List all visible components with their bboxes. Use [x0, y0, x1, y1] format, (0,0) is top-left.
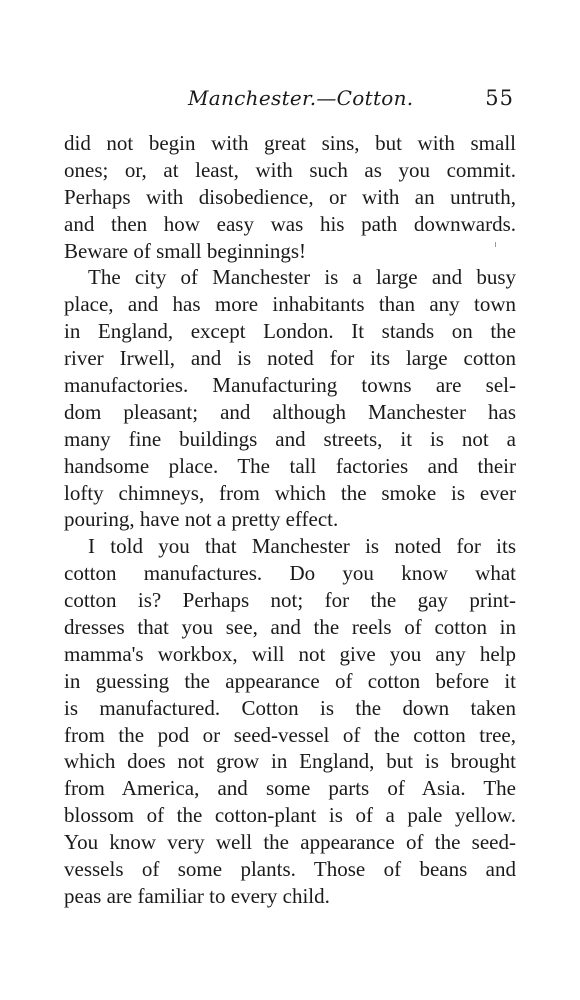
text-line: Beware of small beginnings!	[64, 238, 307, 263]
text-line: dom pleasant; and although Manchester has	[64, 399, 516, 424]
text-line: cotton is? Perhaps not; for the gay print-	[64, 588, 516, 613]
text-line: in England, except London. It stands on the	[64, 319, 516, 344]
text-line: in guessing the appearance of cotton before it	[64, 668, 516, 693]
text-line: You know very well the appearance of the seed-	[64, 830, 516, 855]
text-line: peas are familiar to every child.	[64, 883, 330, 908]
text-line: from the pod or seed-vessel of the cotton tree,	[64, 722, 516, 747]
text-line: lofty chimneys, from which the smoke is ever	[64, 480, 516, 505]
text-line: Perhaps with disobedience, or with an untruth,	[64, 184, 516, 209]
text-line: manufactories. Manufacturing towns are sel-	[64, 373, 516, 398]
text-line: The city of Manchester is a large and busy	[88, 265, 516, 290]
text-line: place, and has more inhabitants than any town	[64, 292, 516, 317]
running-head	[60, 84, 520, 120]
text-line: many fine buildings and streets, it is not a	[64, 426, 516, 451]
text-line: I told you that Manchester is noted for its	[88, 534, 516, 559]
text-line: blossom of the cotton-plant is of a pale yellow.	[64, 803, 516, 828]
text-line: which does not grow in England, but is brought	[64, 749, 516, 774]
text-line: dresses that you see, and the reels of cotton in	[64, 615, 516, 640]
text-line: from America, and some parts of Asia. The	[64, 776, 516, 801]
text-line: river Irwell, and is noted for its large cotton	[64, 346, 516, 371]
text-line: vessels of some plants. Those of beans and	[64, 857, 516, 882]
page-number: 55	[485, 86, 514, 110]
body-text	[64, 130, 516, 910]
text-line: did not begin with great sins, but with small	[64, 131, 516, 155]
running-title: Manchester.—Cotton.	[188, 86, 414, 110]
text-line: ones; or, at least, with such as you commit.	[64, 157, 516, 182]
text-line: is manufactured. Cotton is the down taken	[64, 695, 516, 720]
ink-speck	[495, 242, 496, 247]
text-line: mamma's workbox, will not give you any help	[64, 641, 516, 666]
text-line: handsome place. The tall factories and their	[64, 453, 516, 478]
text-line: and then how easy was his path downwards.	[64, 211, 516, 236]
text-line: pouring, have not a pretty effect.	[64, 507, 339, 532]
text-line: cotton manufactures. Do you know what	[64, 561, 516, 586]
